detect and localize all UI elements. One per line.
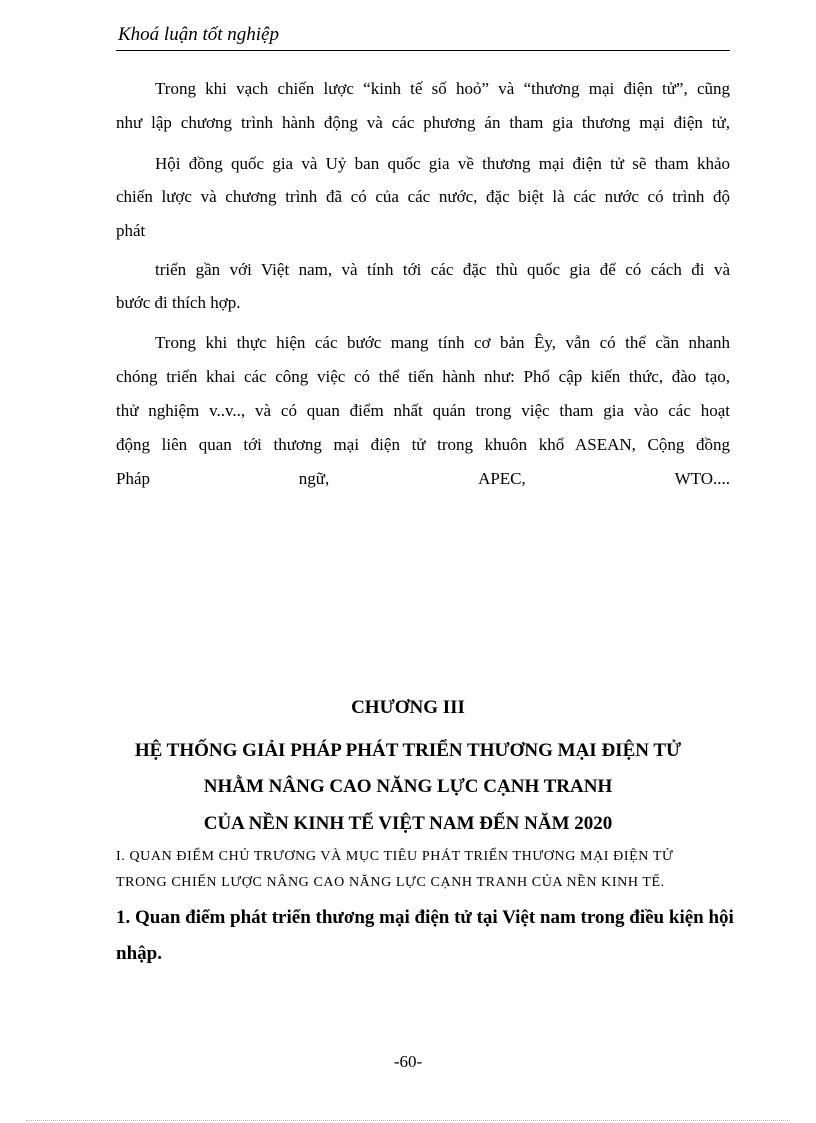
word-wto: WTO.... [674,469,730,488]
subsection-heading-line-2: nhập. [116,943,162,964]
word-phap: Pháp [116,469,150,488]
paragraph-2-line-2: chiến lược và chương trình đã có của các nước, đặc biệt là các nước có trình độ [116,187,730,206]
subsection-heading-line-1: 1. Quan điểm phát triển thương mại điện tử tại Việt nam trong điều kiện hội [116,907,734,928]
paragraph-2-line-3: phát [116,221,146,240]
chapter-number: CHƯƠNG III [351,697,465,718]
paragraph-4-line-1: Trong khi thực hiện các bước mang tính cơ bản Êy, vẫn có thể cần nhanh [155,333,730,352]
paragraph-2-line-1: Hội đồng quốc gia và Uỷ ban quốc gia về thương mại điện tử sẽ tham khảo [155,154,730,173]
paragraph-1-line-1: Trong khi vạch chiến lược “kinh tế số hoỏ” và “thương mại điện tử”, cũng [155,79,730,98]
paragraph-1-line-2: như lập chương trình hành động và các phương án tham gia thương mại điện tử, [116,113,730,132]
paragraph-4-line-5 [116,468,730,490]
paragraph-3-line-2: bước đi thích hợp. [116,293,241,312]
page-bottom-divider [26,1120,790,1121]
header-divider [116,50,730,51]
paragraph-3-line-1: triển gần với Việt nam, và tính tới các đặc thù quốc gia để có cách đi và [155,260,730,279]
paragraph-4-line-2: chóng triển khai các công việc có thể tiến hành như: Phổ cập kiến thức, đào tạo, [116,367,730,386]
paragraph-4-line-3: thử nghiệm v..v.., và có quan điểm nhất quán trong việc tham gia vào các hoạt [116,401,730,420]
page-number: -60- [393,1052,423,1071]
chapter-title-line-3: CỦA NỀN KINH TẾ VIỆT NAM ĐẾN NĂM 2020 [203,813,613,834]
word-ngu: ngữ, [298,469,330,488]
section-heading-line-1: I. QUAN ĐIỂM CHỦ TRƯƠNG VÀ MỤC TIÊU PHÁT TRIỂN THƯƠNG MẠI ĐIỆN TỬ [116,849,674,864]
chapter-title-line-1: HỆ THỐNG GIẢI PHÁP PHÁT TRIỂN THƯƠNG MẠI ĐIỆN TỬ [134,740,682,761]
paragraph-4-line-4: động liên quan tới thương mại điện tử trong khuôn khổ ASEAN, Cộng đồng [116,435,730,454]
section-heading-line-2: TRONG CHIẾN LƯỢC NÂNG CAO NĂNG LỰC CẠNH TRANH CỦA NỀN KINH TẾ. [116,875,665,890]
running-header: Khoá luận tốt nghiệp [118,24,279,45]
chapter-title-line-2: NHẰM NÂNG CAO NĂNG LỰC CẠNH TRANH [203,776,613,797]
word-apec: APEC, [478,469,526,488]
